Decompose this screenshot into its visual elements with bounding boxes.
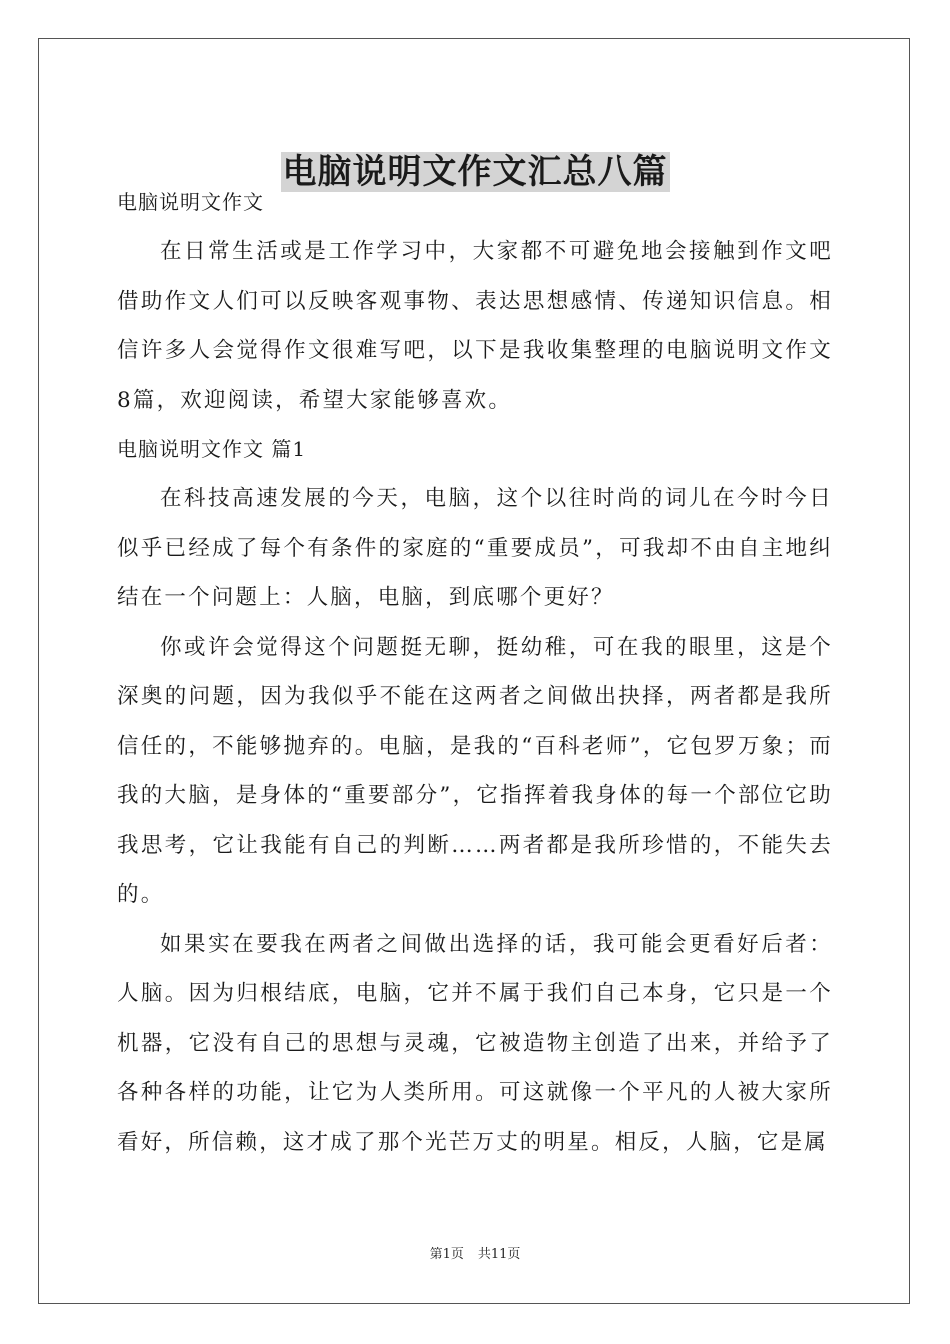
document-title-text: 电脑说明文作文汇总八篇 [282, 151, 668, 192]
intro-heading: 电脑说明文作文 [117, 190, 264, 214]
page-total: 共11页 [477, 1247, 521, 1262]
page-number: 第1页 [429, 1247, 464, 1262]
section-heading: 电脑说明文作文 篇1 [117, 437, 307, 461]
body-paragraph-3: 如果实在要我在两者之间做出选择的话，我可能会更看好后者：人脑。因为归根结底，电脑，它并不属于我们自己本身，它只是一个机器，它没有自己的思想与灵魂，它被造物主创造了出来，并给予了各种各样的功能，让它为人类所用。可这就像一个平凡的人被大家所看好，所信赖，这才成了那个光芒万丈的明星。相反，人脑，它是属 [117, 931, 833, 1155]
document-body [117, 178, 833, 1167]
body-paragraph-1: 在科技高速发展的今天，电脑，这个以往时尚的词儿在今时今日似乎已经成了每个有条件的家庭的“重要成员”，可我却不由自主地纠结在一个问题上：人脑，电脑，到底哪个更好？ [117, 486, 833, 610]
page-footer [0, 1246, 950, 1264]
body-paragraph-2: 你或许会觉得这个问题挺无聊，挺幼稚，可在我的眼里，这是个深奥的问题，因为我似乎不能在这两者之间做出抉择，两者都是我所信任的，不能够抛弃的。电脑，是我的“百科老师”，它包罗万象；而我的大脑，是身体的“重要部分”，它指挥着我身体的每一个部位它助我思考，它让我能有自己的判断……两者都是我所珍惜的，不能失去的。 [117, 634, 833, 907]
intro-paragraph: 在日常生活或是工作学习中，大家都不可避免地会接触到作文吧借助作文人们可以反映客观事物、表达思想感情、传递知识信息。相信许多人会觉得作文很难写吧，以下是我收集整理的电脑说明文作文8篇，欢迎阅读，希望大家能够喜欢。 [117, 239, 833, 413]
